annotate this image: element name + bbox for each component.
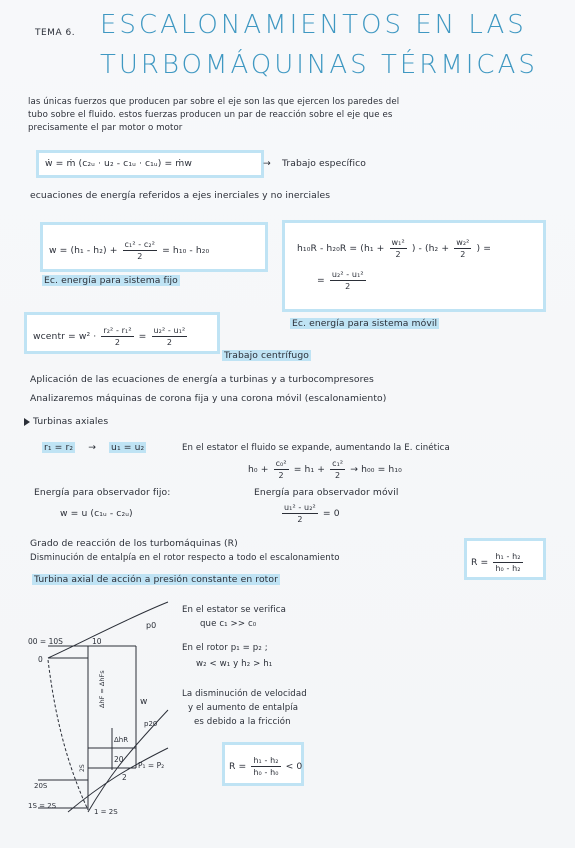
diagram-1: 1 = 2S [94,808,118,816]
mobile-result: = $\frac{\text{u₂² - u₁²}}{2}$ [317,270,364,291]
turbine-note-1: En el estator se verifica [182,605,287,615]
work-equation-box [36,150,264,178]
title-line-2: TURBOMÁQUINAS TÉRMICAS [100,50,538,80]
reaction-degree-box [464,538,546,580]
diagram-10: 10 [92,637,102,646]
turbine-note-6: y el aumento de entalpía [188,703,299,713]
fixed-observer-equation: w = u (c₁ᵤ - c₂ᵤ) [60,508,133,519]
p0-isobar [48,602,168,658]
fixed-system-caption: Ec. energía para sistema fijo [44,275,178,286]
hs-diagram [28,598,178,816]
stator-equation: h₀ + $\frac{\text{c₀²}}{2}$ = h₁ + $\frac{\text{c₁²}}{2}$ → h₀₀ = h₁₀ [248,459,402,480]
turbine-reaction-formula: R = $\frac{\text{h₁ - h₂}}{\text{h₀ - h₀}}$ < 0 [229,756,303,777]
turbine-note-3: En el rotor p₁ = p₂ ; [182,643,268,653]
turbine-heading: Turbina axial de acción a presión constante en rotor [34,574,278,585]
diagram-p1-p2: P₁ = P₂ [138,761,165,770]
diagram-vertical-label: ΔhF = ΔhFs [98,670,106,708]
title-line-1: ESCALONAMIENTOS EN LAS [100,10,527,40]
stator-text: En el estator el fluido se expande, aumentando la E. cinética [182,443,450,453]
application-line-1: Aplicación de las ecuaciones de energía a turbinas y a turbocompresores [30,374,374,385]
intro-line-3: precisamente el par motor o motor [28,123,183,133]
work-equation: ẇ = ṁ (c₂ᵤ · u₂ - c₁ᵤ · c₁ᵤ) = ṁw [45,158,192,169]
turbine-note-7: es debido a la fricción [194,717,291,727]
tema-label: TEMA 6. [35,28,76,38]
turbine-note-5: La disminución de velocidad [182,689,307,699]
centrifugal-work-box [24,312,220,354]
diagram-p0: p0 [146,621,157,630]
diagram-p20: p20 [144,720,158,728]
arrow-icon: → [263,158,271,169]
reaction-line-2: Disminución de entalpía en el rotor respecto a todo el escalonamiento [30,553,340,563]
diagram-1s: 1S = 2S [28,802,57,810]
intro-line-2: tubo sobre el fluido. estos fuerzas producen un par de reacción sobre el eje que es [28,110,393,120]
turbine-note-4: w₂ < w₁ y h₂ > h₁ [196,659,273,669]
expansion-line [48,660,88,810]
diagram-2s-small: 2S [79,764,86,772]
diagram-20: 20 [114,755,124,764]
centrifugal-equation: wcentr = w² · $\frac{\text{r₂² - r₁²}}{2}$ = $\frac{\text{u₂² - u₁²}}{2}$ [33,326,186,347]
fixed-equation: w = (h₁ - h₂) + $\frac{\text{c₁² - c₂²}}{2}$ = h₁₀ - h₂₀ [49,240,210,261]
centrifugal-caption: Trabajo centrífugo [224,350,309,361]
diagram-0: 0 [38,655,43,664]
diagram-delta-hr: ΔhR [114,736,129,744]
reaction-degree-formula: R = $\frac{\text{h₁ - h₂}}{\text{h₀ - h₂}}$ [471,552,521,573]
fixed-system-box [40,222,268,272]
axial-r-u-equation: r₁ = r₂ → u₁ = u₂ [44,442,145,453]
application-line-2: Analizaremos máquinas de corona fija y una corona móvil (escalonamiento) [30,393,387,404]
reaction-line-1: Grado de reacción de los turbomáquinas (R) [30,538,238,549]
diagram-2: 2 [122,773,127,782]
mobile-system-caption: Ec. energía para sistema móvil [292,318,438,329]
energy-equations-title: ecuaciones de energía referidos a ejes inerciales y no inerciales [30,190,331,201]
mobile-equation: h₁₀R - h₂₀R = (h₁ + $\frac{\text{w₁²}}{2}$ ) - (h₂ + $\frac{\text{w₂²}}{2}$ ) = [297,238,492,259]
diagram-00: 00 = 10S [28,637,63,646]
bullet-icon [24,418,30,426]
turbine-reaction-box [222,742,304,786]
diagram-20s: 20S [34,782,48,790]
mobile-system-box [282,220,546,312]
fixed-observer-label: Energía para observador fijo: [34,487,171,498]
mobile-observer-equation: $\frac{\text{u₁² - u₂²}}{2}$ = 0 [284,503,340,524]
specific-work-label: Trabajo específico [282,158,367,169]
diagram-w: w [140,697,148,707]
intro-line-1: las únicas fuerzos que producen par sobre el eje son las que ejercen los paredes del [28,97,400,107]
mobile-observer-label: Energía para observador móvil [254,487,399,498]
turbine-note-2: que c₁ >> c₀ [200,619,257,629]
axial-heading: Turbinas axiales [24,416,108,428]
